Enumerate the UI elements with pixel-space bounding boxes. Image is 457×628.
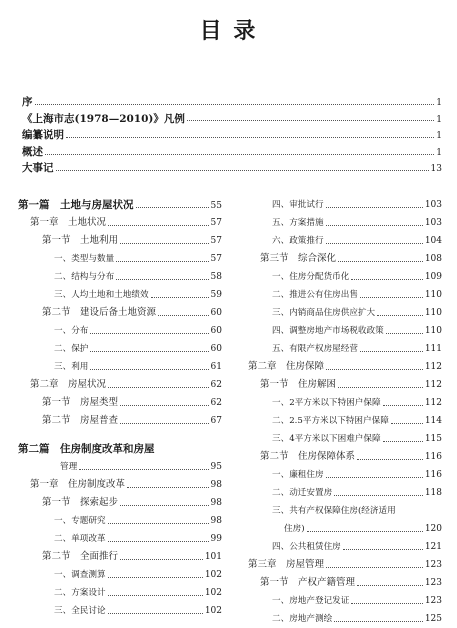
toc-item-entry[interactable] bbox=[236, 538, 442, 556]
toc-item-entry[interactable] bbox=[236, 196, 442, 214]
toc-chapter-entry[interactable] bbox=[18, 476, 222, 494]
toc-item-entry[interactable] bbox=[18, 286, 222, 304]
toc-entry-page: 98 bbox=[210, 516, 222, 526]
toc-entry-title: 三、内销商品住房供应扩大 bbox=[272, 308, 376, 318]
toc-entry-page: 104 bbox=[424, 236, 442, 246]
front-matter-entry[interactable] bbox=[22, 127, 442, 144]
toc-item-entry[interactable] bbox=[18, 250, 222, 268]
front-matter-entry[interactable] bbox=[22, 94, 442, 111]
dot-leader bbox=[307, 531, 423, 532]
toc-item-entry[interactable] bbox=[236, 268, 442, 286]
toc-item-entry[interactable] bbox=[236, 610, 442, 628]
toc-entry-page: 123 bbox=[424, 578, 442, 588]
toc-section-entry[interactable] bbox=[236, 448, 442, 466]
toc-entry-page: 1 bbox=[436, 147, 442, 158]
toc-item-entry[interactable] bbox=[18, 512, 222, 530]
toc-right-column bbox=[236, 196, 442, 628]
toc-entry-title: 第一节 土地利用 bbox=[42, 235, 119, 246]
toc-entry-page: 98 bbox=[210, 498, 222, 508]
dot-leader bbox=[120, 559, 203, 560]
dot-leader bbox=[127, 487, 209, 488]
toc-entry-title: 一、廉租住房 bbox=[272, 470, 324, 480]
dot-leader bbox=[386, 333, 423, 334]
toc-chapter-entry[interactable] bbox=[236, 358, 442, 376]
dot-leader bbox=[120, 505, 209, 506]
toc-entry-page: 111 bbox=[424, 344, 442, 354]
front-matter-entry[interactable] bbox=[22, 160, 442, 177]
toc-item-entry[interactable] bbox=[236, 484, 442, 502]
toc-item-entry[interactable] bbox=[18, 566, 222, 584]
dot-leader bbox=[334, 621, 423, 622]
dot-leader bbox=[343, 549, 423, 550]
toc-entry-page: 118 bbox=[424, 488, 442, 498]
toc-entry-page: 110 bbox=[424, 326, 442, 336]
toc-item-entry[interactable] bbox=[236, 592, 442, 610]
toc-entry-title: 二、推进公有住房出售 bbox=[272, 290, 358, 300]
toc-entry-page: 102 bbox=[204, 570, 222, 580]
dot-leader bbox=[90, 369, 208, 370]
toc-item-entry[interactable] bbox=[236, 466, 442, 484]
toc-entry-title: 第二节 全面推行 bbox=[42, 551, 119, 562]
toc-item-entry[interactable] bbox=[18, 268, 222, 286]
toc-item-entry[interactable] bbox=[236, 412, 442, 430]
toc-entry-page: 123 bbox=[424, 596, 442, 606]
toc-section-entry[interactable] bbox=[236, 574, 442, 592]
toc-entry-title: 住房) bbox=[284, 524, 305, 534]
toc-item-entry[interactable] bbox=[236, 502, 442, 520]
toc-entry-title: 第二节 房屋普查 bbox=[42, 415, 119, 426]
toc-entry-page: 99 bbox=[210, 534, 222, 544]
toc-section-entry[interactable] bbox=[18, 304, 222, 322]
toc-entry-page: 60 bbox=[210, 344, 222, 354]
toc-entry-title: 一、2平方米以下特困户保障 bbox=[272, 398, 381, 408]
page-title: 目 录 bbox=[199, 18, 258, 44]
toc-entry-page: 108 bbox=[424, 254, 442, 264]
dot-leader bbox=[326, 225, 423, 226]
toc-entry-title: 管理 bbox=[60, 462, 78, 472]
toc-entry-page: 57 bbox=[210, 254, 222, 264]
toc-entry-title: 第二节 建设后备土地资源 bbox=[42, 307, 157, 318]
dot-leader bbox=[90, 333, 208, 334]
toc-entry-title: 序 bbox=[22, 96, 33, 108]
toc-entry-title: 六、政策推行 bbox=[272, 236, 324, 246]
toc-entry-title: 一、分布 bbox=[54, 326, 89, 336]
toc-entry-page: 1 bbox=[436, 114, 442, 125]
toc-item-entry-continued[interactable] bbox=[236, 520, 442, 538]
dot-leader bbox=[108, 541, 209, 542]
dot-leader bbox=[326, 243, 423, 244]
toc-entry-title: 第一篇 土地与房屋状况 bbox=[18, 199, 134, 211]
toc-item-entry[interactable] bbox=[236, 232, 442, 250]
toc-entry-page: 116 bbox=[424, 470, 442, 480]
toc-section-entry[interactable] bbox=[18, 394, 222, 412]
dot-leader bbox=[120, 243, 209, 244]
toc-entry-title: 第一章 住房制度改革 bbox=[30, 479, 126, 490]
toc-entry-title: 一、房地产登记发证 bbox=[272, 596, 350, 606]
toc-entry-title: 第一章 土地状况 bbox=[30, 217, 107, 228]
toc-entry-page: 112 bbox=[424, 362, 442, 372]
toc-entry-title: 第二篇 住房制度改革和房屋 bbox=[18, 443, 155, 455]
dot-leader bbox=[108, 225, 209, 226]
toc-entry-page: 116 bbox=[424, 452, 442, 462]
dot-leader bbox=[120, 405, 209, 406]
toc-item-entry[interactable] bbox=[236, 304, 442, 322]
dot-leader bbox=[116, 279, 208, 280]
dot-leader bbox=[338, 387, 423, 388]
toc-entry-title: 一、调查测算 bbox=[54, 570, 106, 580]
toc-item-entry[interactable] bbox=[18, 322, 222, 340]
toc-section-entry[interactable] bbox=[18, 412, 222, 430]
toc-entry-title: 第三章 房屋管理 bbox=[248, 559, 325, 570]
toc-entry-title: 四、公共租赁住房 bbox=[272, 542, 341, 552]
toc-entry-page: 102 bbox=[204, 588, 222, 598]
toc-entry-title: 第二章 房屋状况 bbox=[30, 379, 107, 390]
toc-item-entry[interactable] bbox=[236, 340, 442, 358]
toc-section-entry[interactable] bbox=[236, 376, 442, 394]
dot-leader bbox=[351, 279, 422, 280]
toc-part-entry[interactable] bbox=[18, 196, 222, 214]
toc-entry-page: 110 bbox=[424, 290, 442, 300]
toc-entry-title: 四、审批试行 bbox=[272, 200, 324, 210]
toc-entry-page: 55 bbox=[210, 201, 222, 211]
dot-leader bbox=[116, 261, 208, 262]
toc-entry-title: 第二章 住房保障 bbox=[248, 361, 325, 372]
toc-entry-page: 114 bbox=[424, 416, 442, 426]
dot-leader bbox=[66, 137, 434, 138]
dot-leader bbox=[45, 154, 434, 155]
toc-entry-page: 95 bbox=[210, 462, 222, 472]
dot-leader bbox=[326, 567, 423, 568]
toc-entry-page: 1 bbox=[436, 98, 442, 108]
toc-chapter-entry[interactable] bbox=[18, 214, 222, 232]
dot-leader bbox=[56, 170, 429, 171]
dot-leader bbox=[108, 523, 209, 524]
toc-entry-page: 103 bbox=[424, 218, 442, 228]
dot-leader bbox=[360, 351, 423, 352]
dot-leader bbox=[357, 585, 423, 586]
toc-entry-title: 四、调整房地产市场税收政策 bbox=[272, 326, 384, 336]
toc-entry-page: 57 bbox=[210, 218, 222, 228]
dot-leader bbox=[108, 613, 203, 614]
dot-leader bbox=[326, 477, 423, 478]
toc-entry-title: 编纂说明 bbox=[22, 129, 64, 142]
toc-entry-page: 123 bbox=[424, 560, 442, 570]
toc-entry-title: 第一节 产权产籍管理 bbox=[260, 577, 356, 588]
toc-entry-page: 125 bbox=[424, 614, 442, 624]
dot-leader bbox=[334, 495, 423, 496]
toc-entry-title: 第一节 探索起步 bbox=[42, 497, 119, 508]
toc-item-entry[interactable] bbox=[18, 358, 222, 376]
toc-entry-page: 62 bbox=[210, 380, 222, 390]
toc-entry-page: 60 bbox=[210, 308, 222, 318]
toc-item-entry[interactable] bbox=[236, 286, 442, 304]
dot-leader bbox=[326, 207, 423, 208]
toc-entry-page: 67 bbox=[210, 416, 222, 426]
toc-entry-page: 112 bbox=[424, 380, 442, 390]
toc-entry-page: 102 bbox=[204, 606, 222, 616]
dot-leader bbox=[187, 120, 434, 121]
dot-leader bbox=[391, 423, 423, 424]
toc-entry-title: 二、房地产测绘 bbox=[272, 614, 333, 624]
front-matter-entry[interactable] bbox=[22, 111, 442, 128]
dot-leader bbox=[383, 441, 423, 442]
toc-entry-title: 第一节 房屋类型 bbox=[42, 397, 119, 408]
toc-item-entry[interactable] bbox=[236, 214, 442, 232]
dot-leader bbox=[136, 207, 209, 208]
toc-section-entry[interactable] bbox=[18, 232, 222, 250]
toc-item-entry[interactable] bbox=[18, 530, 222, 548]
toc-section-entry[interactable] bbox=[18, 548, 222, 566]
dot-leader bbox=[120, 423, 209, 424]
toc-entry-page: 58 bbox=[210, 272, 222, 282]
toc-entry-title: 五、方案措施 bbox=[272, 218, 324, 228]
toc-entry-title: 大事记 bbox=[22, 162, 54, 175]
toc-entry-title: 概述 bbox=[22, 145, 43, 158]
toc-entry-page: 112 bbox=[424, 398, 442, 408]
toc-item-entry[interactable] bbox=[236, 430, 442, 448]
toc-entry-page: 121 bbox=[424, 542, 442, 552]
toc-entry-page: 120 bbox=[424, 524, 442, 534]
dot-leader bbox=[79, 469, 208, 470]
dot-leader bbox=[360, 297, 423, 298]
toc-entry-page: 109 bbox=[424, 272, 442, 282]
toc-part-entry[interactable] bbox=[18, 440, 222, 458]
toc-entry-page: 103 bbox=[424, 200, 442, 210]
toc-item-entry[interactable] bbox=[18, 584, 222, 602]
toc-section-entry[interactable] bbox=[18, 494, 222, 512]
toc-entry-title: 《上海市志(1978—2010)》凡例 bbox=[22, 112, 185, 125]
toc-entry-title: 二、单项改革 bbox=[54, 534, 106, 544]
toc-part-entry-continued[interactable] bbox=[18, 458, 222, 476]
toc-entry-page: 110 bbox=[424, 308, 442, 318]
toc-entry-title: 第三节 综合深化 bbox=[260, 253, 337, 264]
toc-entry-page: 13 bbox=[430, 164, 442, 175]
toc-entry-page: 1 bbox=[436, 131, 442, 142]
toc-entry-title: 一、类型与数量 bbox=[54, 254, 115, 264]
toc-chapter-entry[interactable] bbox=[18, 376, 222, 394]
toc-entry-page: 98 bbox=[210, 480, 222, 490]
dot-leader bbox=[351, 603, 422, 604]
toc-left-column bbox=[18, 196, 222, 620]
toc-entry-title: 二、保护 bbox=[54, 344, 89, 354]
toc-item-entry[interactable] bbox=[18, 340, 222, 358]
toc-entry-title: 三、4平方米以下困难户保障 bbox=[272, 434, 381, 444]
toc-entry-title: 三、利用 bbox=[54, 362, 89, 372]
toc-entry-page: 62 bbox=[210, 398, 222, 408]
toc-entry-title: 三、人均土地和土地绩效 bbox=[54, 290, 149, 300]
toc-entry-page: 101 bbox=[204, 552, 222, 562]
dot-leader bbox=[357, 459, 423, 460]
toc-entry-title: 二、结构与分布 bbox=[54, 272, 115, 282]
toc-entry-page: 115 bbox=[424, 434, 442, 444]
toc-entry-page: 57 bbox=[210, 236, 222, 246]
toc-entry-title: 三、共有产权保障住房(经济适用 bbox=[272, 506, 396, 516]
dot-leader bbox=[90, 351, 208, 352]
dot-leader bbox=[35, 104, 435, 105]
dot-leader bbox=[151, 297, 209, 298]
dot-leader bbox=[377, 315, 423, 316]
dot-leader bbox=[383, 405, 423, 406]
toc-entry-title: 二、动迁安置房 bbox=[272, 488, 333, 498]
front-matter-list bbox=[22, 94, 442, 177]
toc-item-entry[interactable] bbox=[236, 394, 442, 412]
toc-entry-title: 三、全民讨论 bbox=[54, 606, 106, 616]
dot-leader bbox=[338, 261, 423, 262]
toc-entry-page: 60 bbox=[210, 326, 222, 336]
front-matter-entry[interactable] bbox=[22, 144, 442, 161]
dot-leader bbox=[326, 369, 423, 370]
toc-chapter-entry[interactable] bbox=[236, 556, 442, 574]
toc-entry-page: 59 bbox=[210, 290, 222, 300]
toc-item-entry[interactable] bbox=[18, 602, 222, 620]
dot-leader bbox=[158, 315, 209, 316]
toc-entry-title: 第二节 住房保障体系 bbox=[260, 451, 356, 462]
dot-leader bbox=[108, 577, 203, 578]
dot-leader bbox=[108, 595, 203, 596]
toc-entry-title: 二、2.5平方米以下特困户保障 bbox=[272, 416, 389, 426]
toc-entry-title: 二、方案设计 bbox=[54, 588, 106, 598]
toc-entry-title: 一、住房分配货币化 bbox=[272, 272, 350, 282]
toc-item-entry[interactable] bbox=[236, 322, 442, 340]
toc-section-entry[interactable] bbox=[236, 250, 442, 268]
toc-entry-title: 五、有限产权房屋经营 bbox=[272, 344, 358, 354]
toc-entry-page: 61 bbox=[210, 362, 222, 372]
toc-entry-title: 一、专题研究 bbox=[54, 516, 106, 526]
dot-leader bbox=[108, 387, 209, 388]
toc-entry-title: 第一节 住房解困 bbox=[260, 379, 337, 390]
spacer bbox=[18, 430, 222, 440]
